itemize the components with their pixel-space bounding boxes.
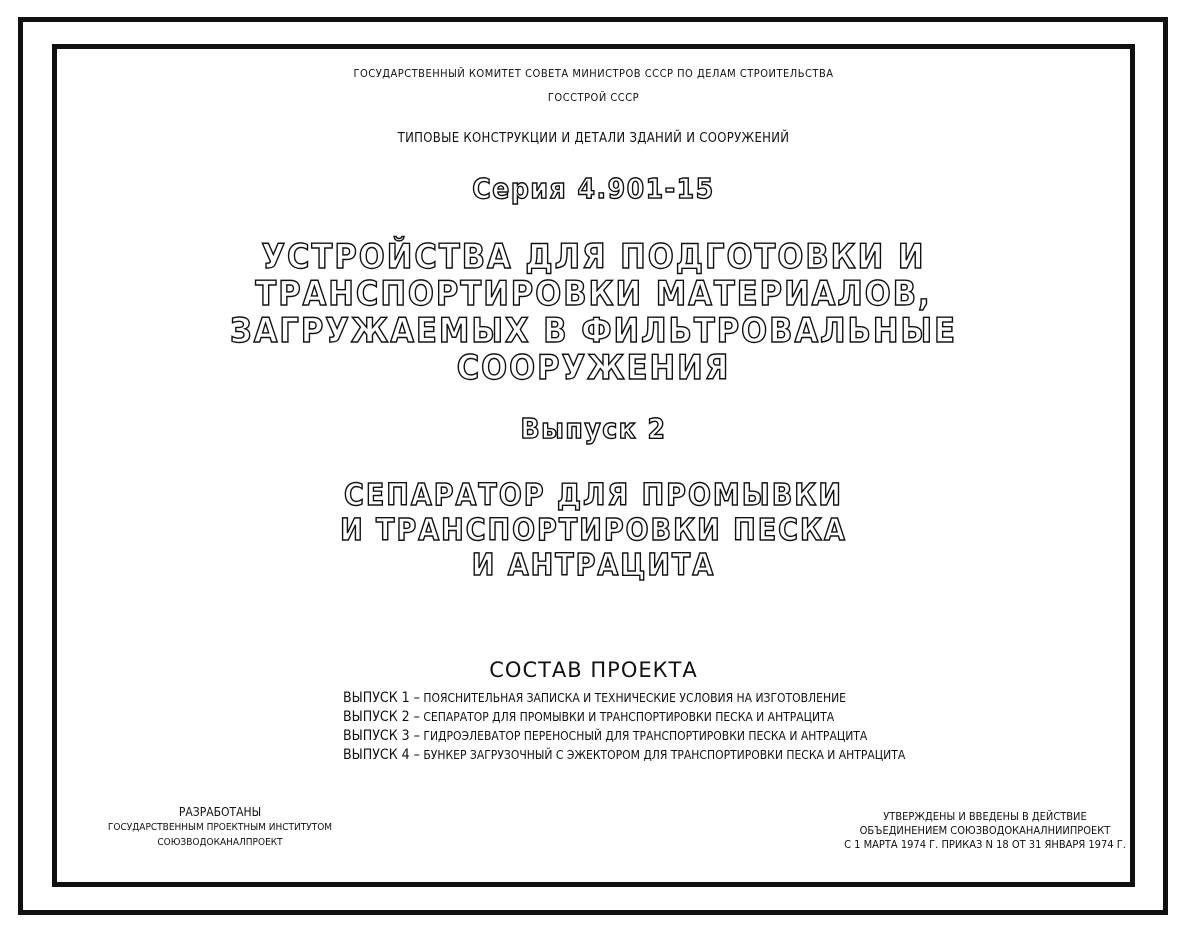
issue-description: ПОЯСНИТЕЛЬНАЯ ЗАПИСКА И ТЕХНИЧЕСКИЕ УСЛОВИЯ НА ИЗГОТОВЛЕНИЕ <box>423 691 846 705</box>
approval-line: УТВЕРЖДЕНЫ И ВВЕДЕНЫ В ДЕЙСТВИЕ <box>883 810 1087 823</box>
issue-label: ВЫПУСК 3 – <box>343 728 420 744</box>
main-title-line: ЗАГРУЖАЕМЫХ В ФИЛЬТРОВАЛЬНЫЕ <box>229 311 958 351</box>
developed-line: СОЮЗВОДОКАНАЛПРОЕКТ <box>157 837 283 848</box>
composition-list <box>343 689 905 765</box>
typical-constructions-line: ТИПОВЫЕ КОНСТРУКЦИИ И ДЕТАЛИ ЗДАНИЙ И СООРУЖЕНИЙ <box>397 131 790 146</box>
main-title-line: ТРАНСПОРТИРОВКИ МАТЕРИАЛОВ, <box>255 274 932 314</box>
series-number: Серия 4.901-15 <box>472 172 715 205</box>
issue-title-line: И АНТРАЦИТА <box>471 548 716 583</box>
list-item <box>343 689 905 708</box>
developed-head: РАЗРАБОТАНЫ <box>178 805 262 819</box>
committee-line: ГОСУДАРСТВЕННЫЙ КОМИТЕТ СОВЕТА МИНИСТРОВ СССР ПО ДЕЛАМ СТРОИТЕЛЬСТВА <box>353 67 834 80</box>
issue-label: ВЫПУСК 4 – <box>343 747 420 763</box>
developed-line: ГОСУДАРСТВЕННЫМ ПРОЕКТНЫМ ИНСТИТУТОМ <box>107 822 333 833</box>
approval-block <box>840 810 1130 852</box>
issue-label: ВЫПУСК 2 – <box>343 709 420 725</box>
list-item <box>343 708 905 727</box>
issue-description: СЕПАРАТОР ДЛЯ ПРОМЫВКИ И ТРАНСПОРТИРОВКИ ПЕСКА И АНТРАЦИТА <box>423 710 835 724</box>
approval-line: С 1 МАРТА 1974 Г. ПРИКАЗ N 18 ОТ 31 ЯНВАРЯ 1974 Г. <box>844 838 1126 851</box>
main-title <box>52 239 1135 387</box>
main-title-line: УСТРОЙСТВА ДЛЯ ПОДГОТОВКИ И <box>261 237 926 277</box>
issue-description: БУНКЕР ЗАГРУЗОЧНЫЙ С ЭЖЕКТОРОМ ДЛЯ ТРАНСПОРТИРОВКИ ПЕСКА И АНТРАЦИТА <box>423 748 906 762</box>
issue-number: Выпуск 2 <box>520 412 667 445</box>
issue-label: ВЫПУСК 1 – <box>343 690 420 706</box>
approval-line: ОБЪЕДИНЕНИЕМ СОЮЗВОДОКАНАЛНИИПРОЕКТ <box>859 824 1111 837</box>
main-title-line: СООРУЖЕНИЯ <box>456 348 731 388</box>
issue-title-line: СЕПАРАТОР ДЛЯ ПРОМЫВКИ <box>344 478 843 513</box>
list-item <box>343 727 905 746</box>
gosstroy-line: ГОССТРОЙ СССР <box>547 91 640 104</box>
list-item <box>343 746 905 765</box>
composition-title: СОСТАВ ПРОЕКТА <box>489 658 698 682</box>
developed-by <box>70 805 370 850</box>
issue-title-line: И ТРАНСПОРТИРОВКИ ПЕСКА <box>340 513 847 548</box>
issue-title <box>52 478 1135 583</box>
issue-description: ГИДРОЭЛЕВАТОР ПЕРЕНОСНЫЙ ДЛЯ ТРАНСПОРТИРОВКИ ПЕСКА И АНТРАЦИТА <box>423 729 868 743</box>
